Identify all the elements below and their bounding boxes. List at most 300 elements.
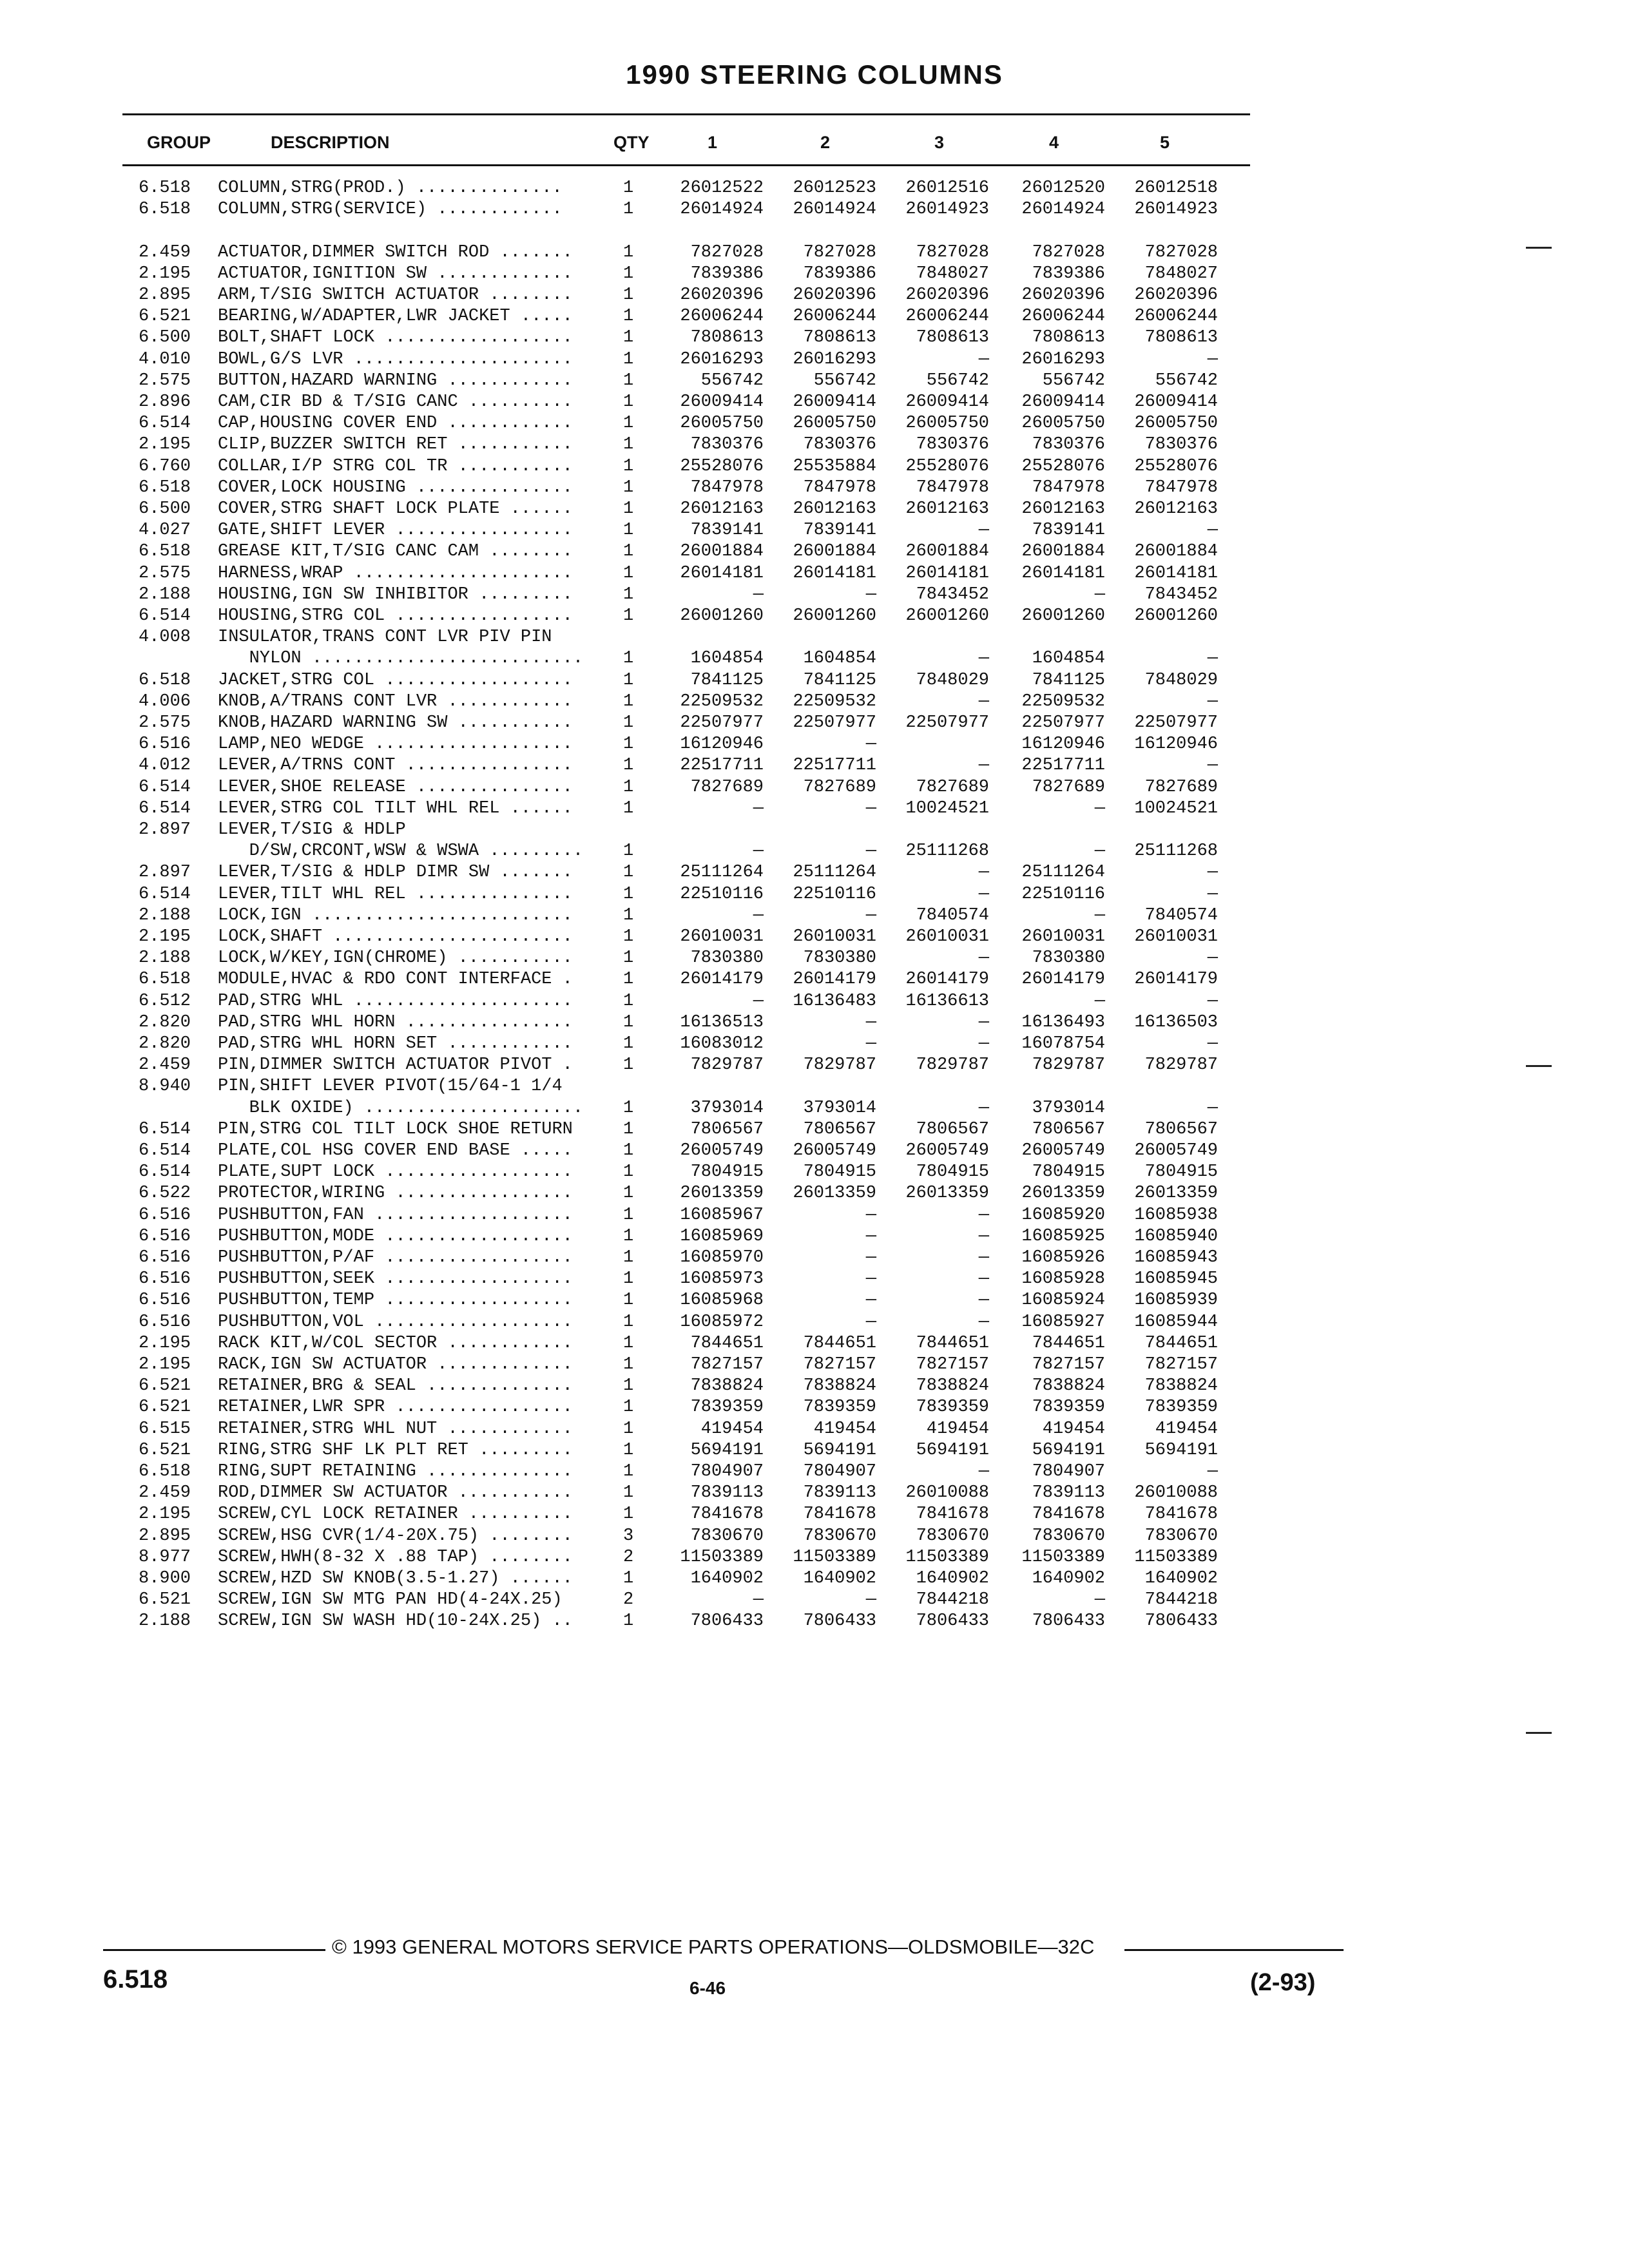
part-number-col-2: 26001884: [793, 542, 876, 562]
part-number-col-1: 1640902: [690, 1569, 764, 1588]
part-description: RETAINER,BRG & SEAL ..............: [218, 1376, 573, 1396]
table-row: [0, 627, 1629, 648]
part-number-col-2: 26006244: [793, 307, 876, 327]
part-number-col-3: 26020396: [905, 285, 989, 305]
quantity: 1: [623, 863, 634, 883]
part-number-col-5: 26020396: [1134, 285, 1218, 305]
part-number-col-3: 26014181: [905, 563, 989, 583]
part-description: GATE,SHIFT LEVER .................: [218, 521, 573, 541]
part-number-col-5: 1640902: [1144, 1569, 1218, 1588]
part-number-col-2: 5694191: [803, 1440, 876, 1460]
part-number-col-1: 22507977: [680, 713, 764, 733]
group-number: 6.514: [139, 414, 191, 434]
part-number-col-4: 1604854: [1032, 649, 1105, 669]
table-row: [0, 541, 1629, 562]
quantity: 1: [623, 1119, 634, 1139]
part-number-col-2: —: [865, 841, 876, 861]
table-row: [0, 1333, 1629, 1354]
table-row: [0, 648, 1629, 669]
part-number-col-5: 26010031: [1134, 927, 1218, 947]
quantity: 1: [623, 264, 634, 284]
quantity: 1: [623, 285, 634, 305]
part-number-col-3: —: [978, 1248, 989, 1267]
group-number: 2.575: [139, 713, 191, 733]
part-number-col-3: —: [978, 1462, 989, 1481]
part-number-col-3: 1640902: [916, 1569, 989, 1588]
part-description: LOCK,SHAFT .......................: [218, 927, 573, 947]
part-number-col-4: 26005750: [1021, 414, 1105, 434]
table-row: [0, 948, 1629, 969]
quantity: 1: [623, 606, 634, 626]
part-number-col-5: 26006244: [1134, 307, 1218, 327]
quantity: 1: [623, 456, 634, 476]
table-row: [0, 370, 1629, 392]
part-number-col-5: 16085944: [1134, 1312, 1218, 1332]
part-description: LOCK,W/KEY,IGN(CHROME) ...........: [218, 948, 573, 968]
part-number-col-2: 26005749: [793, 1141, 876, 1160]
part-description: RACK KIT,W/COL SECTOR ............: [218, 1333, 573, 1353]
part-number-col-1: 7827689: [690, 777, 764, 797]
group-number: 6.516: [139, 1226, 191, 1246]
part-number-col-5: 7804915: [1144, 1162, 1218, 1182]
group-number: 4.008: [139, 628, 191, 648]
part-number-col-5: 26009414: [1134, 392, 1218, 412]
part-number-col-5: 26014181: [1134, 563, 1218, 583]
part-number-col-1: 22509532: [680, 691, 764, 711]
part-number-col-3: 25111268: [905, 841, 989, 861]
footer-group-number: 6.518: [103, 1965, 168, 1994]
quantity: 1: [623, 307, 634, 327]
quantity: 1: [623, 414, 634, 434]
group-number: 2.195: [139, 1355, 191, 1374]
part-number-col-5: 25111268: [1134, 841, 1218, 861]
part-number-col-3: —: [978, 1034, 989, 1053]
part-number-col-4: 16085925: [1021, 1226, 1105, 1246]
part-number-col-2: 26013359: [793, 1184, 876, 1204]
group-number: 6.518: [139, 670, 191, 690]
part-number-col-4: 26005749: [1021, 1141, 1105, 1160]
quantity: 1: [623, 1034, 634, 1053]
part-description: ARM,T/SIG SWITCH ACTUATOR ........: [218, 285, 573, 305]
group-number: 8.940: [139, 1077, 191, 1097]
table-row: [0, 1568, 1629, 1590]
margin-mark: [1526, 1065, 1552, 1067]
part-number-col-5: 7827157: [1144, 1355, 1218, 1374]
table-row: [0, 392, 1629, 413]
part-description: SCREW,IGN SW MTG PAN HD(4-24X.25): [218, 1590, 563, 1610]
quantity: 1: [623, 884, 634, 904]
part-description: COVER,STRG SHAFT LOCK PLATE ......: [218, 499, 573, 519]
part-number-col-4: 26001260: [1021, 606, 1105, 626]
table-row: [0, 1076, 1629, 1097]
group-number: 6.518: [139, 1462, 191, 1481]
table-row: [0, 434, 1629, 456]
part-number-col-3: 7830376: [916, 435, 989, 455]
part-number-col-4: —: [1094, 798, 1105, 818]
part-number-col-2: 7827157: [803, 1355, 876, 1374]
part-number-col-1: 3793014: [690, 1098, 764, 1118]
part-number-col-2: 26016293: [793, 349, 876, 369]
part-number-col-1: 16085969: [680, 1226, 764, 1246]
part-number-col-2: 22517711: [793, 756, 876, 776]
table-row: [0, 1504, 1629, 1525]
part-number-col-2: 26014179: [793, 970, 876, 990]
part-number-col-3: 7848027: [916, 264, 989, 284]
table-row: [0, 969, 1629, 990]
part-number-col-1: 26014181: [680, 563, 764, 583]
part-number-col-5: 556742: [1155, 370, 1218, 390]
table-row: [0, 499, 1629, 520]
group-number: 6.522: [139, 1184, 191, 1204]
table-row: [0, 264, 1629, 285]
part-number-col-4: —: [1094, 991, 1105, 1011]
part-number-col-3: —: [978, 1205, 989, 1225]
group-number: 2.820: [139, 1012, 191, 1032]
part-number-col-2: 26014924: [793, 200, 876, 220]
part-number-col-4: 7847978: [1032, 477, 1105, 497]
part-number-col-2: 26012523: [793, 178, 876, 198]
part-number-col-2: 26005750: [793, 414, 876, 434]
part-description: PROTECTOR,WIRING .................: [218, 1184, 573, 1204]
part-number-col-5: 7840574: [1144, 905, 1218, 925]
group-number: 2.459: [139, 1483, 191, 1503]
part-description: PIN,STRG COL TILT LOCK SHOE RETURN: [218, 1119, 573, 1139]
quantity: 1: [623, 1333, 634, 1353]
part-number-col-5: 7844651: [1144, 1333, 1218, 1353]
quantity: 3: [623, 1526, 634, 1546]
part-number-col-2: 7827028: [803, 242, 876, 262]
group-number: 6.514: [139, 606, 191, 626]
top-rule: [122, 113, 1250, 115]
part-number-col-1: 1604854: [690, 649, 764, 669]
table-row: [0, 1033, 1629, 1055]
part-number-col-3: 7827028: [916, 242, 989, 262]
quantity: 2: [623, 1590, 634, 1610]
quantity: 1: [623, 948, 634, 968]
part-number-col-2: 26012163: [793, 499, 876, 519]
part-description: SCREW,HSG CVR(1/4-20X.75) ........: [218, 1526, 573, 1546]
part-number-col-4: 16136493: [1021, 1012, 1105, 1032]
group-number: 2.188: [139, 584, 191, 604]
table-row: [0, 1162, 1629, 1183]
group-number: 6.514: [139, 1162, 191, 1182]
part-number-col-4: 5694191: [1032, 1440, 1105, 1460]
quantity: 2: [623, 1547, 634, 1567]
table-row: [0, 1611, 1629, 1632]
part-number-col-1: 26001260: [680, 606, 764, 626]
part-number-col-3: 7844218: [916, 1590, 989, 1610]
part-description: CAP,HOUSING COVER END ............: [218, 414, 573, 434]
part-number-col-4: 26012163: [1021, 499, 1105, 519]
part-description: KNOB,HAZARD WARNING SW ...........: [218, 713, 573, 733]
part-number-col-4: 1640902: [1032, 1569, 1105, 1588]
part-number-col-3: —: [978, 1012, 989, 1032]
part-number-col-2: —: [865, 905, 876, 925]
part-number-col-2: —: [865, 1226, 876, 1246]
table-row: [0, 178, 1629, 199]
margin-mark: [1526, 1732, 1552, 1734]
group-number: 6.760: [139, 456, 191, 476]
part-number-col-1: 7841125: [690, 670, 764, 690]
part-number-col-4: 7830670: [1032, 1526, 1105, 1546]
part-number-col-3: 26013359: [905, 1184, 989, 1204]
table-row: [0, 1461, 1629, 1483]
part-description: BOLT,SHAFT LOCK ..................: [218, 328, 573, 348]
group-number: 2.459: [139, 1055, 191, 1075]
quantity: 1: [623, 370, 634, 390]
part-description: SCREW,HWH(8-32 X .88 TAP) ........: [218, 1547, 573, 1567]
part-number-col-1: 7808613: [690, 328, 764, 348]
part-number-col-5: 25528076: [1134, 456, 1218, 476]
part-number-col-3: 26001884: [905, 542, 989, 562]
part-number-col-2: —: [865, 1291, 876, 1311]
part-number-col-1: 5694191: [690, 1440, 764, 1460]
part-number-col-3: 25528076: [905, 456, 989, 476]
part-number-col-4: 26014179: [1021, 970, 1105, 990]
group-number: 8.900: [139, 1569, 191, 1588]
table-row: [0, 584, 1629, 606]
part-number-col-1: 26005749: [680, 1141, 764, 1160]
part-number-col-3: 26012163: [905, 499, 989, 519]
part-number-col-3: 556742: [926, 370, 989, 390]
part-description: CLIP,BUZZER SWITCH RET ...........: [218, 435, 573, 455]
part-number-col-2: —: [865, 1590, 876, 1610]
quantity: 1: [623, 756, 634, 776]
part-description: LEVER,A/TRNS CONT ................: [218, 756, 573, 776]
part-number-col-1: 7806433: [690, 1611, 764, 1631]
group-number: 6.521: [139, 1440, 191, 1460]
part-number-col-3: 7808613: [916, 328, 989, 348]
part-number-col-3: 26014923: [905, 200, 989, 220]
table-row: [0, 1119, 1629, 1140]
part-description: PUSHBUTTON,FAN ...................: [218, 1205, 573, 1225]
header-col-1: 1: [708, 133, 718, 152]
part-number-col-3: 7848029: [916, 670, 989, 690]
quantity: 1: [623, 1462, 634, 1481]
part-number-col-5: 7829787: [1144, 1055, 1218, 1075]
part-number-col-3: 7841678: [916, 1504, 989, 1524]
part-number-col-4: 22517711: [1021, 756, 1105, 776]
part-number-col-4: 16085926: [1021, 1248, 1105, 1267]
quantity: 1: [623, 670, 634, 690]
part-number-col-2: 7841678: [803, 1504, 876, 1524]
part-number-col-2: 7847978: [803, 477, 876, 497]
part-number-col-2: 7829787: [803, 1055, 876, 1075]
part-number-col-2: 7844651: [803, 1333, 876, 1353]
part-description: PUSHBUTTON,TEMP ..................: [218, 1291, 573, 1311]
part-description: MODULE,HVAC & RDO CONT INTERFACE .: [218, 970, 573, 990]
part-number-col-4: 7804907: [1032, 1462, 1105, 1481]
part-number-col-5: 16085945: [1134, 1269, 1218, 1289]
part-number-col-4: 3793014: [1032, 1098, 1105, 1118]
part-number-col-5: —: [1207, 691, 1218, 711]
part-description: HOUSING,STRG COL .................: [218, 606, 573, 626]
part-number-col-1: 25111264: [680, 863, 764, 883]
quantity: 1: [623, 1269, 634, 1289]
group-number: 6.500: [139, 499, 191, 519]
group-number: 6.514: [139, 1119, 191, 1139]
part-number-col-5: 26013359: [1134, 1184, 1218, 1204]
part-number-col-4: 7827689: [1032, 777, 1105, 797]
part-number-col-4: —: [1094, 905, 1105, 925]
part-number-col-5: 26005749: [1134, 1141, 1218, 1160]
part-number-col-2: 7827689: [803, 777, 876, 797]
part-number-col-2: 26001260: [793, 606, 876, 626]
table-row: [0, 927, 1629, 948]
part-number-col-1: 7830376: [690, 435, 764, 455]
part-number-col-5: 26001260: [1134, 606, 1218, 626]
part-number-col-4: 11503389: [1021, 1547, 1105, 1567]
part-number-col-3: 22507977: [905, 713, 989, 733]
table-row: [0, 413, 1629, 434]
part-number-col-5: 26012518: [1134, 178, 1218, 198]
part-number-col-4: 7838824: [1032, 1376, 1105, 1396]
part-number-col-2: 7839113: [803, 1483, 876, 1503]
part-description: LEVER,T/SIG & HDLP DIMR SW .......: [218, 863, 573, 883]
group-number: 2.195: [139, 264, 191, 284]
table-row: [0, 1354, 1629, 1376]
quantity: 1: [623, 349, 634, 369]
part-number-col-1: 16083012: [680, 1034, 764, 1053]
part-description: BUTTON,HAZARD WARNING ............: [218, 370, 573, 390]
part-number-col-1: 7839113: [690, 1483, 764, 1503]
part-description: PUSHBUTTON,SEEK ..................: [218, 1269, 573, 1289]
part-number-col-3: 7804915: [916, 1162, 989, 1182]
group-number: 2.897: [139, 820, 191, 840]
part-number-col-5: 16085943: [1134, 1248, 1218, 1267]
part-number-col-2: —: [865, 1034, 876, 1053]
part-number-col-4: 26006244: [1021, 307, 1105, 327]
part-number-col-2: 7839141: [803, 521, 876, 541]
part-number-col-3: 26010088: [905, 1483, 989, 1503]
quantity: 1: [623, 1055, 634, 1075]
part-number-col-4: 16085920: [1021, 1205, 1105, 1225]
part-number-col-2: 26010031: [793, 927, 876, 947]
group-number: 2.895: [139, 285, 191, 305]
part-number-col-5: 7841678: [1144, 1504, 1218, 1524]
part-description: PLATE,SUPT LOCK ..................: [218, 1162, 573, 1182]
part-number-col-1: 26012163: [680, 499, 764, 519]
table-row: [0, 1483, 1629, 1504]
part-number-col-5: 16085938: [1134, 1205, 1218, 1225]
part-number-col-5: 419454: [1155, 1419, 1218, 1439]
part-number-col-1: 26005750: [680, 414, 764, 434]
footer-date: (2-93): [1250, 1969, 1316, 1996]
table-row: [0, 820, 1629, 841]
part-number-col-1: 7827157: [690, 1355, 764, 1374]
part-number-col-1: 7841678: [690, 1504, 764, 1524]
part-description: COVER,LOCK HOUSING ...............: [218, 477, 573, 497]
footer-page-number: 6-46: [689, 1978, 726, 1998]
part-number-col-5: 16085940: [1134, 1226, 1218, 1246]
group-number: 6.521: [139, 307, 191, 327]
part-number-col-4: 7839359: [1032, 1398, 1105, 1418]
quantity: 1: [623, 1098, 634, 1118]
part-number-col-3: —: [978, 649, 989, 669]
quantity: 1: [623, 1440, 634, 1460]
part-number-col-5: 16085939: [1134, 1291, 1218, 1311]
quantity: 1: [623, 1184, 634, 1204]
table-row: [0, 456, 1629, 477]
table-row: [0, 755, 1629, 776]
part-number-col-3: 26009414: [905, 392, 989, 412]
table-row: [0, 477, 1629, 499]
quantity: 1: [623, 200, 634, 220]
group-number: 6.518: [139, 477, 191, 497]
part-number-col-3: 26001260: [905, 606, 989, 626]
part-description: COLUMN,STRG(SERVICE) ............: [218, 200, 563, 220]
group-number: 6.521: [139, 1398, 191, 1418]
part-number-col-3: 26014179: [905, 970, 989, 990]
part-number-col-2: 26009414: [793, 392, 876, 412]
part-number-col-1: —: [753, 905, 764, 925]
part-description: HOUSING,IGN SW INHIBITOR .........: [218, 584, 573, 604]
part-description: LEVER,STRG COL TILT WHL REL ......: [218, 798, 573, 818]
part-number-col-1: 22517711: [680, 756, 764, 776]
part-number-col-2: 556742: [813, 370, 876, 390]
part-number-col-2: —: [865, 1205, 876, 1225]
part-description: PAD,STRG WHL HORN SET ............: [218, 1034, 573, 1053]
quantity: 1: [623, 584, 634, 604]
part-number-col-4: 25528076: [1021, 456, 1105, 476]
part-number-col-2: 7838824: [803, 1376, 876, 1396]
part-number-col-3: —: [978, 1269, 989, 1289]
part-number-col-2: 7830670: [803, 1526, 876, 1546]
table-row: [0, 1055, 1629, 1076]
part-number-col-1: 7839141: [690, 521, 764, 541]
part-description: COLLAR,I/P STRG COL TR ...........: [218, 456, 573, 476]
part-number-col-2: 25111264: [793, 863, 876, 883]
group-number: 2.895: [139, 1526, 191, 1546]
part-number-col-2: 25535884: [793, 456, 876, 476]
table-row: [0, 1312, 1629, 1333]
part-number-col-3: 26005750: [905, 414, 989, 434]
table-row: [0, 1290, 1629, 1311]
part-number-col-2: —: [865, 1012, 876, 1032]
group-number: 2.188: [139, 905, 191, 925]
part-number-col-1: 26020396: [680, 285, 764, 305]
part-number-col-2: —: [865, 584, 876, 604]
part-number-col-1: 26001884: [680, 542, 764, 562]
group-number: 6.514: [139, 1141, 191, 1160]
part-number-col-3: 16136613: [905, 991, 989, 1011]
part-description: BEARING,W/ADAPTER,LWR JACKET .....: [218, 307, 573, 327]
part-number-col-5: —: [1207, 1462, 1218, 1481]
part-number-col-5: 7806567: [1144, 1119, 1218, 1139]
part-number-col-4: 7806433: [1032, 1611, 1105, 1631]
header-col-4: 4: [1049, 133, 1059, 152]
part-number-col-4: 7830376: [1032, 435, 1105, 455]
group-number: 6.516: [139, 1269, 191, 1289]
part-number-col-4: 7827157: [1032, 1355, 1105, 1374]
group-number: 2.195: [139, 435, 191, 455]
page-title: 1990 STEERING COLUMNS: [626, 59, 1003, 90]
quantity: 1: [623, 1376, 634, 1396]
table-row: [0, 563, 1629, 584]
table-row: [0, 1526, 1629, 1547]
part-number-col-5: 7830376: [1144, 435, 1218, 455]
part-number-col-4: 16120946: [1021, 735, 1105, 754]
part-description: SCREW,HZD SW KNOB(3.5-1.27) ......: [218, 1569, 573, 1588]
part-number-col-1: 16120946: [680, 735, 764, 754]
part-number-col-5: —: [1207, 521, 1218, 541]
group-number: 6.515: [139, 1419, 191, 1439]
part-number-col-3: 7830670: [916, 1526, 989, 1546]
part-number-col-1: 26013359: [680, 1184, 764, 1204]
table-row: [0, 670, 1629, 691]
part-description: HARNESS,WRAP .....................: [218, 563, 573, 583]
group-number: 4.027: [139, 521, 191, 541]
